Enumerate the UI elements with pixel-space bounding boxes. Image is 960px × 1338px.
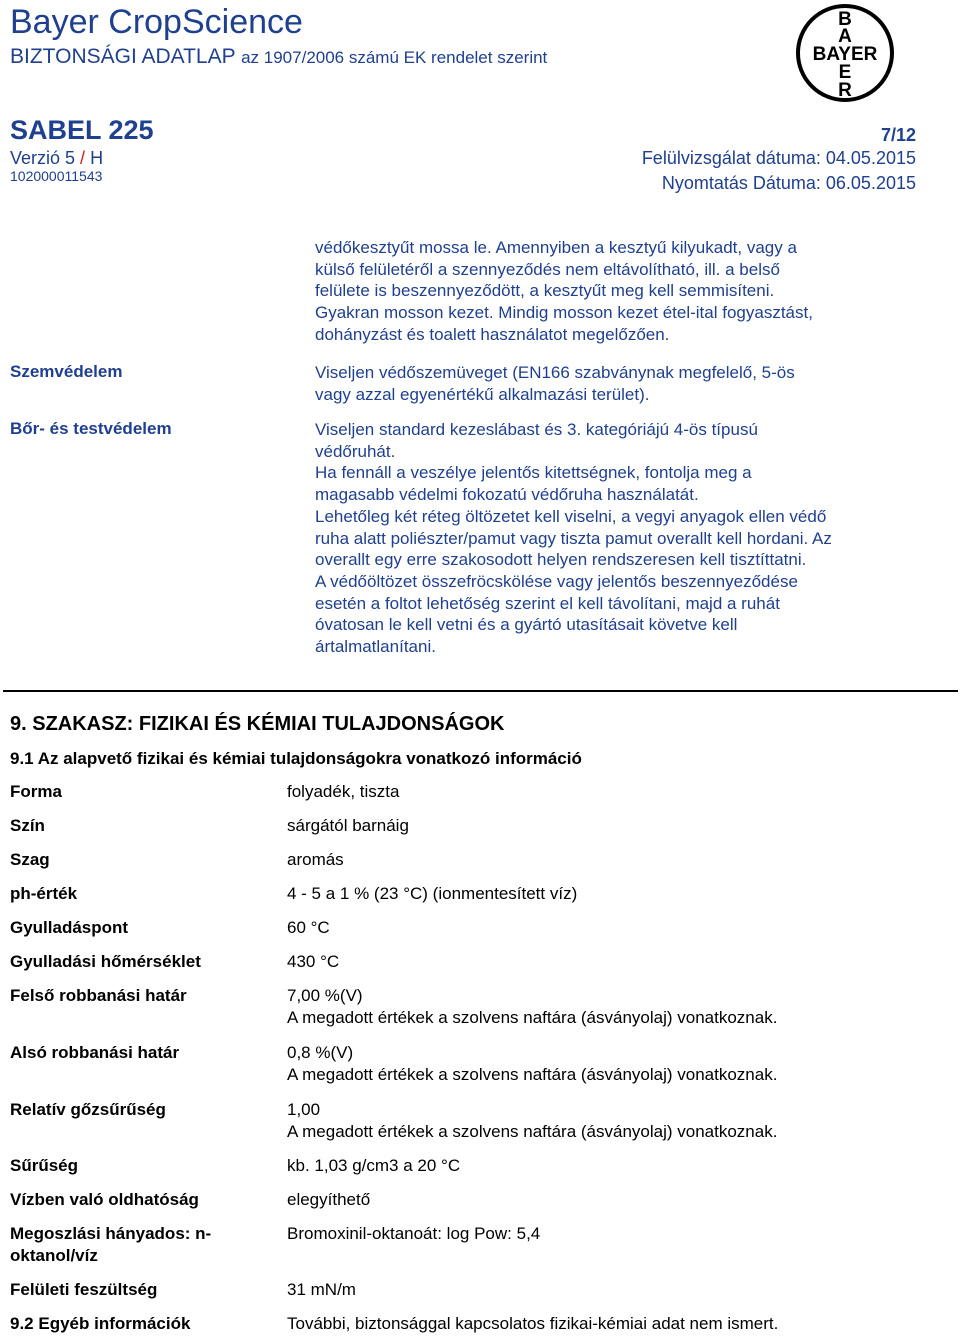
section-divider [3,690,958,692]
text-line: vagy azzal egyenértékű alkalmazási terület). [315,384,650,404]
property-value: 1,00 [287,1100,321,1119]
text-line: dohányzást és toalett használatot megelőzően. [315,324,670,344]
text-line: külső felületéről a szennyeződés nem eltávolítható, ill. a belső [315,259,780,279]
text-line: A védőöltözet összefröcskölése vagy jelentős beszennyeződése [315,571,798,591]
text-line: esetén a foltot lehetőség szerint el kell távolítani, majd a ruhát [315,593,780,613]
property-label-odor: Szag [10,850,50,869]
text-line: ártalmatlanítani. [315,637,436,657]
company-name: Bayer CropScience [10,3,303,41]
hand-protection-continued [315,237,935,346]
print-date: Nyomtatás Dátuma: 06.05.2015 [661,173,916,193]
property-label-water-solubility: Vízben való oldhatóság [10,1190,199,1209]
text-line: védőkesztyűt mossa le. Amennyiben a kesztyű kilyukadt, vagy a [315,238,797,257]
text-line: magasabb védelmi fokozatú védőruha használatát. [315,485,699,505]
property-label-ph: ph-érték [10,884,78,903]
text-line: védőruhát. [315,441,396,461]
property-label-surface-tension: Felületi feszültség [10,1280,158,1299]
document-title-main: BIZTONSÁGI ADATLAP [10,45,236,68]
document-title-regulation: az 1907/2006 számú EK rendelet szerint [241,48,548,67]
property-value-form: folyadék, tiszta [287,782,400,801]
version-language: H [90,148,104,168]
text-line: Gyakran mosson kezet. Mindig mosson kezet étel-ital fogyasztást, [315,303,813,323]
version [10,147,103,169]
property-value-lower-explosion-limit [287,1042,777,1086]
property-value-flash-point: 60 °C [287,918,330,937]
property-value: 7,00 %(V) [287,986,363,1005]
property-value-partition-coefficient: Bromoxinil-oktanoát: log Pow: 5,4 [287,1224,541,1243]
logo-letter-a: A [838,26,852,47]
property-value-water-solubility: elegyíthető [287,1190,371,1209]
text-line: felülete is beszennyeződött, a kesztyűt meg kell semmisíteni. [315,281,775,301]
section-9-title: 9. SZAKASZ: FIZIKAI ÉS KÉMIAI TULAJDONSÁGOK [10,713,505,735]
property-label-vapour-density: Relatív gőzsűrűség [10,1100,166,1119]
property-label-flash-point: Gyulladáspont [10,918,129,937]
property-label-partition-coefficient: Megoszlási hányados: n-oktanol/víz [10,1224,212,1265]
property-note: A megadott értékek a szolvens naftára (ásványolaj) vonatkoznak. [287,1065,778,1084]
document-code: 102000011543 [10,168,103,184]
text-line: óvatosan le kell vetni és a gyártó utasításait követve kell [315,615,738,635]
logo-letter-r: R [838,80,852,101]
text-line: Viseljen védőszemüveget (EN166 szabványnak megfelelő, 5-ös [315,363,795,382]
section-9-1-subtitle: 9.1 Az alapvető fizikai és kémiai tulajdonságokra vonatkozó információ [10,749,582,768]
document-title [10,44,547,71]
skin-protection-text [315,419,935,658]
property-value-ph: 4 - 5 a 1 % (23 °C) (ionmentesített víz) [287,884,578,903]
logo-word-bayer: BAYER [812,44,878,65]
logo-letter-e: E [838,62,852,83]
property-label-form: Forma [10,782,62,801]
text-line: Lehetőleg két réteg öltözetet kell viselni, a vegyi anyagok ellen védő [315,506,827,526]
property-value-color: sárgától barnáig [287,816,409,835]
logo-letter-b: B [838,9,852,30]
property-value-upper-explosion-limit [287,985,777,1029]
property-value-ignition-temp: 430 °C [287,952,340,971]
revision-date: Felülvizsgálat dátuma: 04.05.2015 [641,148,916,168]
other-information-label: 9.2 Egyéb információk [10,1314,191,1333]
property-label-lower-explosion-limit: Alsó robbanási határ [10,1043,180,1062]
bayer-cross-logo [795,3,895,103]
property-value-density: kb. 1,03 g/cm3 a 20 °C [287,1156,461,1175]
eye-protection-label: Szemvédelem [10,362,123,381]
property-label-ignition-temp: Gyulladási hőmérséklet [10,952,201,971]
other-information-value: További, biztonsággal kapcsolatos fizikai-kémiai adat nem ismert. [287,1314,779,1333]
property-label-upper-explosion-limit: Felső robbanási határ [10,986,187,1005]
property-value-surface-tension: 31 mN/m [287,1280,356,1299]
property-value-vapour-density [287,1099,777,1143]
version-separator: / [75,148,91,168]
product-name: SABEL 225 [10,115,154,145]
text-line: Viseljen standard kezeslábast és 3. kategóriájú 4-ös típusú [315,420,758,439]
text-line: Ha fennáll a veszélye jelentős kitettségnek, fontolja meg a [315,463,752,483]
version-number: Verzió 5 [10,148,76,168]
property-label-color: Szín [10,816,45,835]
property-value: 0,8 %(V) [287,1043,354,1062]
skin-protection-label: Bőr- és testvédelem [10,419,172,438]
property-label-density: Sűrűség [10,1156,79,1175]
property-note: A megadott értékek a szolvens naftára (ásványolaj) vonatkoznak. [287,1008,778,1027]
text-line: ruha alatt poliészter/pamut vagy tiszta pamut overallt kell hordani. Az [315,528,832,548]
property-note: A megadott értékek a szolvens naftára (ásványolaj) vonatkoznak. [287,1122,778,1141]
text-line: overallt egy erre szakosodott helyen rendszeresen kell tisztíttatni. [315,550,807,570]
page-number: 7/12 [880,125,916,145]
property-value-odor: aromás [287,850,344,869]
eye-protection-text [315,362,935,405]
